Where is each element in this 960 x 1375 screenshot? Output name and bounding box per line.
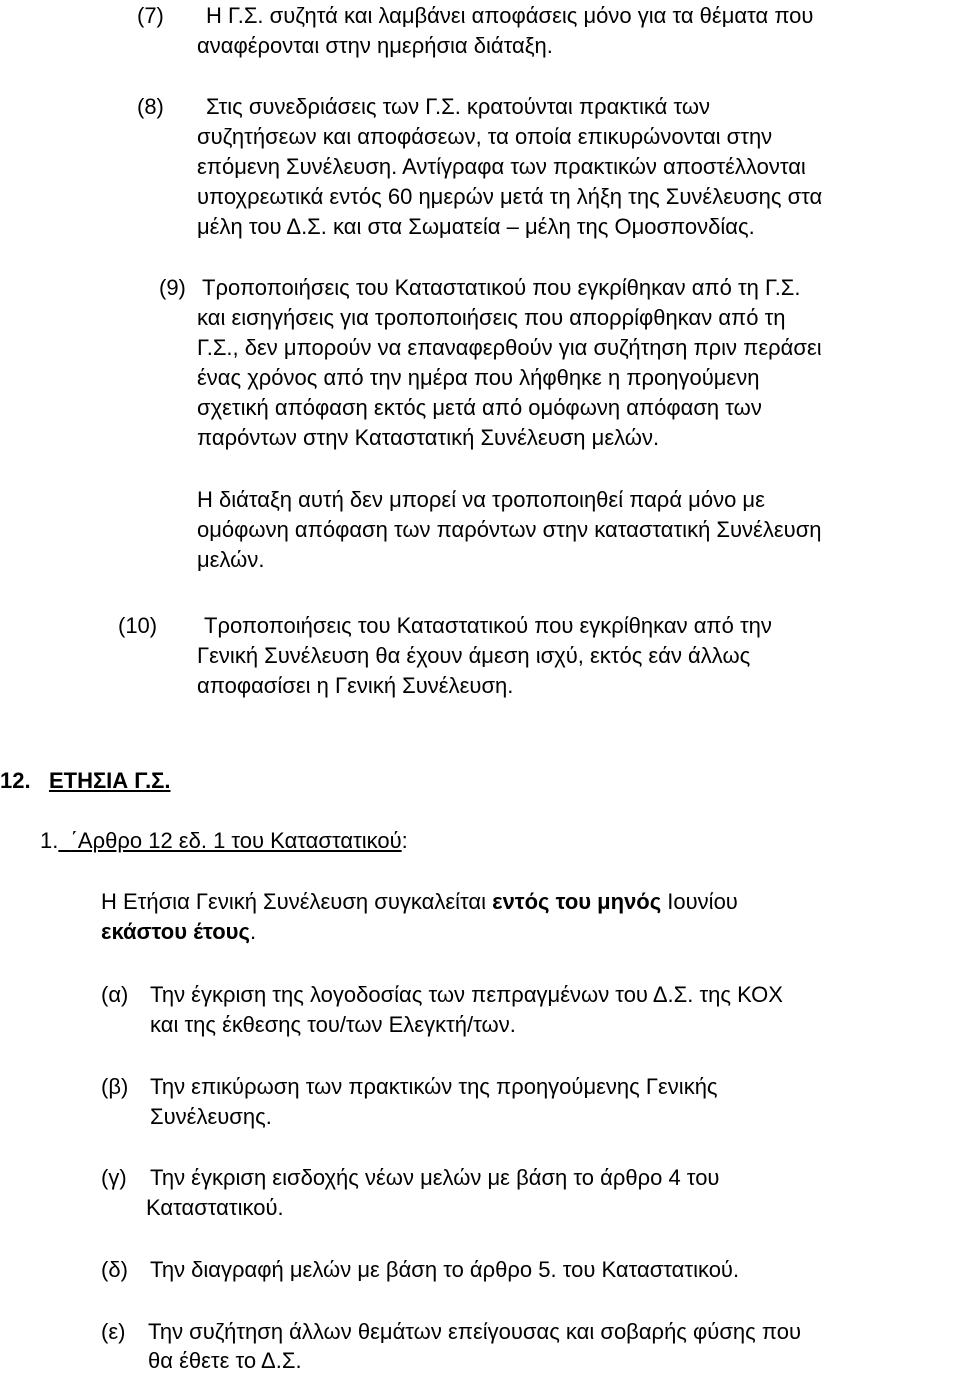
item-7-label: (7): [137, 3, 164, 28]
section-dot: .: [24, 768, 31, 793]
item-8-line-1: Στις συνεδριάσεις των Γ.Σ. κρατούνται πρακτικά των: [206, 94, 711, 119]
item-9-line-5: σχετική απόφαση εκτός μετά από ομόφωνη απόφαση των: [197, 395, 762, 420]
item-9-line-4: ένας χρόνος από την ημέρα που λήφθηκε η προηγούμενη: [197, 365, 760, 390]
list-item-e-line-1: Την συζήτηση άλλων θεμάτων επείγουσας και σοβαρής φύσης που: [148, 1319, 801, 1344]
item-9-line-1: Τροποποιήσεις του Καταστατικού που εγκρίθηκαν από τη Γ.Σ.: [202, 275, 801, 300]
item-9-line-6: παρόντων στην Καταστατική Συνέλευση μελών.: [197, 425, 660, 450]
list-item-e-line-2: θα έθετε το Δ.Σ.: [148, 1348, 302, 1373]
list-item-c-line-2: Καταστατικού.: [146, 1195, 284, 1220]
item-9-line-2: και εισηγήσεις για τροποποιήσεις που απορρίφθηκαν από τη: [197, 305, 786, 330]
item-8-label: (8): [137, 94, 164, 119]
item-8-line-4: υποχρεωτικά εντός 60 ημερών μετά τη λήξη της Συνέλευσης στα: [197, 184, 823, 209]
item-10-label: (10): [118, 613, 158, 638]
intro-period: .: [249, 919, 257, 944]
list-item-a-line-2: και της έκθεσης του/των Ελεγκτή/των.: [150, 1012, 516, 1037]
article-colon: :: [401, 828, 408, 853]
item-8-line-3: επόμενη Συνέλευση. Αντίγραφα των πρακτικών αποστέλλονται: [197, 154, 806, 179]
item-10-line-1: Τροποποιήσεις του Καταστατικού που εγκρίθηκαν από την: [204, 613, 772, 638]
article-number: 1.: [40, 828, 59, 853]
item-9-note-line-3: μελών.: [197, 547, 265, 572]
list-item-b-label: (β): [101, 1074, 129, 1099]
intro-bold-month: εντός του μηνός: [492, 889, 662, 914]
section-title: ΕΤΗΣΙΑ Γ.Σ.: [48, 768, 171, 793]
intro-text: Η Ετήσια Γενική Συνέλευση συγκαλείται: [101, 889, 493, 914]
item-8-line-5: μέλη του Δ.Σ. και στα Σωματεία – μέλη της Ομοσπονδίας.: [197, 214, 755, 239]
item-8-line-2: συζητήσεων και αποφάσεων, τα οποία επικυρώνονται στην: [197, 124, 773, 149]
list-item-c-line-1: Την έγκριση εισδοχής νέων μελών με βάση το άρθρο 4 του: [150, 1165, 720, 1190]
list-item-b-line-1: Την επικύρωση των πρακτικών της προηγούμενης Γενικής: [150, 1074, 718, 1099]
item-10-line-2: Γενική Συνέλευση θα έχουν άμεση ισχύ, εκτός εάν άλλως: [197, 643, 751, 668]
list-item-d-line-1: Την διαγραφή μελών με βάση το άρθρο 5. του Καταστατικού.: [150, 1257, 740, 1282]
article-text: ΄Αρθρο 12 εδ. 1 του Καταστατικού: [70, 828, 402, 853]
item-10-line-3: αποφασίσει η Γενική Συνέλευση.: [197, 673, 514, 698]
section-heading: [0, 767, 171, 795]
list-item-e-label: (ε): [101, 1319, 126, 1344]
intro-month: Ιουνίου: [661, 889, 738, 914]
item-9-note-line-2: ομόφωνη απόφαση των παρόντων στην καταστατική Συνέλευση: [197, 517, 822, 542]
list-item-a-line-1: Την έγκριση της λογοδοσίας των πεπραγμένων του Δ.Σ. της ΚΟΧ: [150, 982, 783, 1007]
article-reference: [40, 827, 408, 855]
intro-line-1: [101, 888, 738, 916]
item-7-line-2: αναφέρονται στην ημερήσια διάταξη.: [197, 33, 553, 58]
item-9-label: (9): [159, 275, 186, 300]
item-7-line-1: Η Γ.Σ. συζητά και λαμβάνει αποφάσεις μόνο για τα θέματα που: [206, 3, 814, 28]
list-item-d-label: (δ): [101, 1257, 128, 1282]
item-9-note-line-1: Η διάταξη αυτή δεν μπορεί να τροποποιηθεί παρά μόνο με: [197, 487, 765, 512]
list-item-b-line-2: Συνέλευσης.: [150, 1104, 272, 1129]
intro-bold-year: εκάστου έτους: [101, 919, 250, 944]
intro-line-2: [101, 918, 256, 946]
list-item-a-label: (α): [101, 982, 129, 1007]
list-item-c-label: (γ): [101, 1165, 127, 1190]
section-number: 12: [0, 768, 25, 793]
item-9-line-3: Γ.Σ., δεν μπορούν να επαναφερθούν για συζήτηση πριν περάσει: [197, 335, 822, 360]
